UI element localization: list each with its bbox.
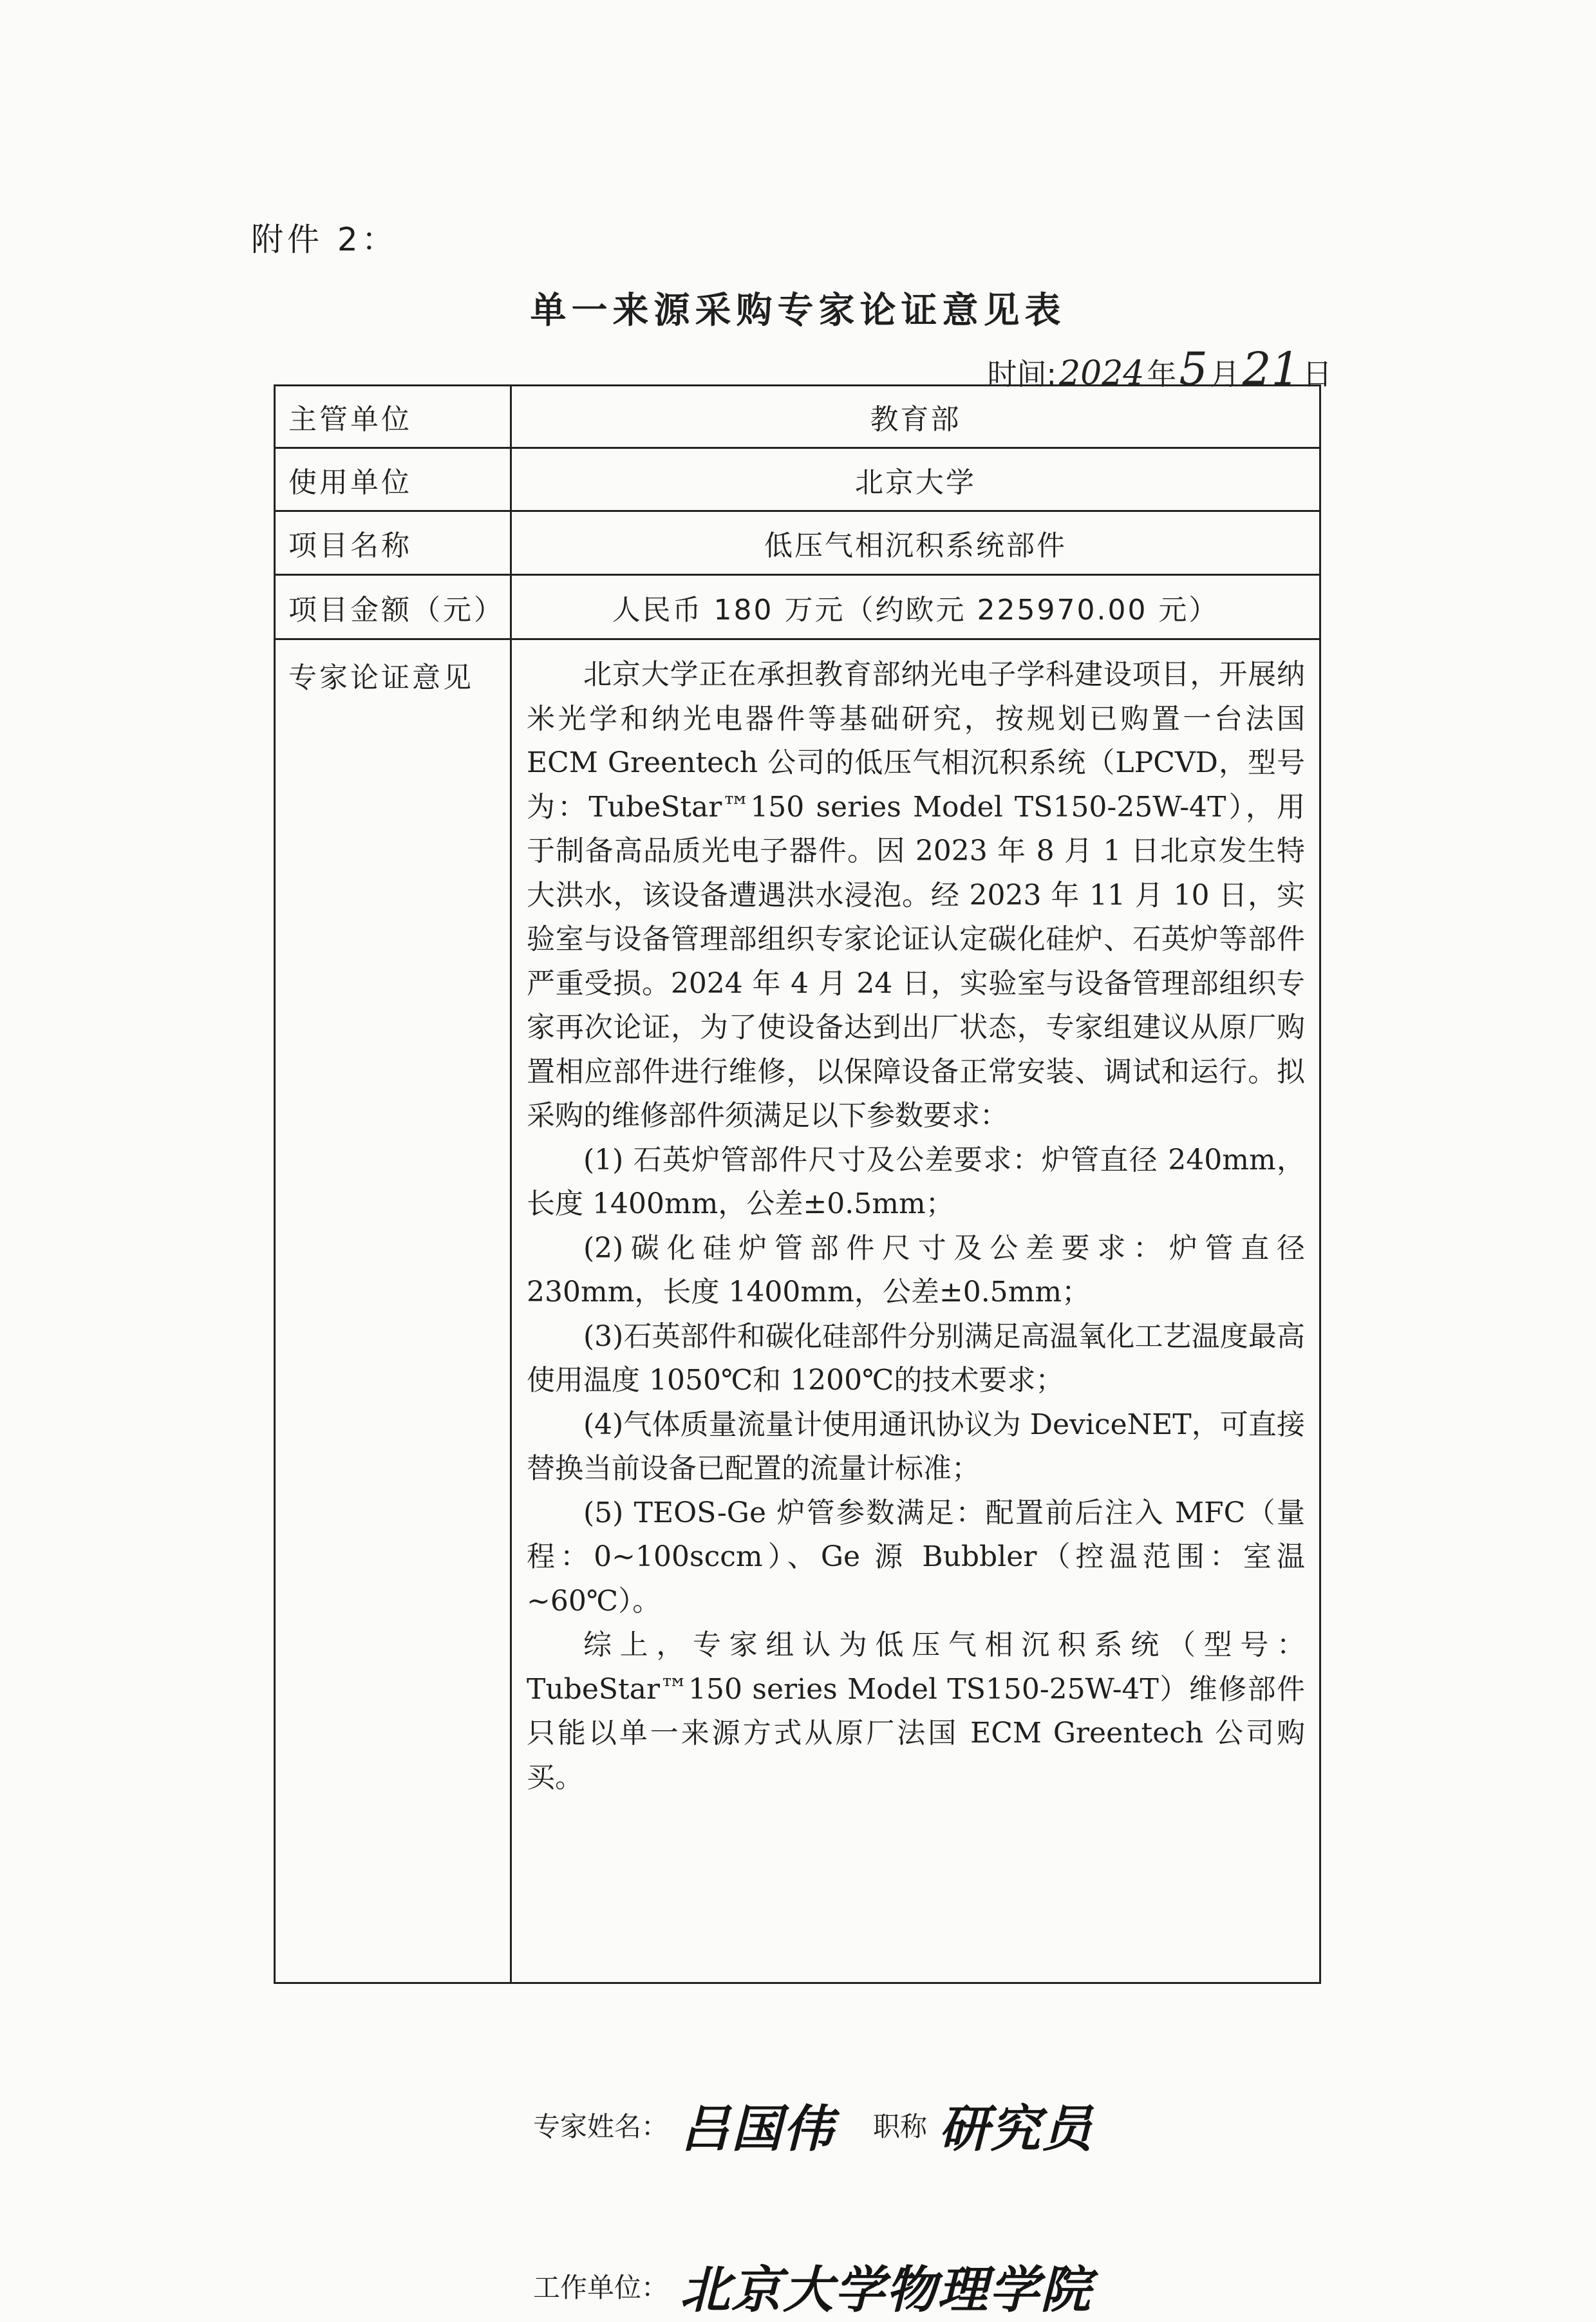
expert-title-signature: 研究员 — [939, 2100, 1094, 2158]
expert-title-label: 职称 — [873, 2111, 928, 2142]
opinion-label: 专家论证意见 — [276, 640, 512, 1982]
expert-name-label: 专家姓名： — [533, 2111, 669, 2142]
opinion-paragraph: (5) TEOS-Ge 炉管参数满足：配置前后注入 MFC（量程：0~100sccm）、Ge 源 Bubbler（控温范围：室温~60℃）。 — [527, 1496, 1305, 1618]
expert-unit-line — [533, 2250, 1293, 2322]
opinion-paragraph: 综上，专家组认为低压气相沉积系统（型号：TubeStar™150 series Model TS150-25W-4T）维修部件只能以单一来源方式从原厂法国 ECM Greentech 公司购买。 — [527, 1628, 1305, 1794]
expert-name-signature: 吕国伟 — [680, 2100, 835, 2158]
row-value: 北京大学 — [855, 466, 976, 499]
expert-unit-label: 工作单位： — [533, 2272, 669, 2303]
opinion-paragraph: (3)石英部件和碳化硅部件分别满足高温氧化工艺温度最高使用温度 1050℃和 1200℃的技术要求； — [527, 1319, 1305, 1397]
expert-unit-signature: 北京大学物理学院 — [680, 2261, 1093, 2319]
attachment-label: 附件 2： — [251, 221, 398, 258]
date-year-unit: 年 — [1147, 357, 1177, 392]
opinion-paragraph: 北京大学正在承担教育部纳光电子学科建设项目，开展纳米光学和纳光电器件等基础研究，按规划已购置一台法国 ECM Greentech 公司的低压气相沉积系统（LPCVD，型号为：TubeStar™150 series Model TS150-25W-4T），用于制备高品质光电子器件。因 2023 年 8 月 1 日北京发生特大洪水，该设备遭遇洪水浸泡。经 2023 年 11 月 10 日，实验室与设备管理部组织专家论证认定碳化硅炉、石英炉等部件严重受损。2024 年 4 月 24 日，实验室与设备管理部组织专家再次论证，为了使设备达到出厂状态，专家组建议从原厂购置相应部件进行维修，以保障设备正常安装、调试和运行。拟采购的维修部件须满足以下参数要求： — [527, 658, 1305, 1132]
row-value: 低压气相沉积系统部件 — [764, 529, 1067, 562]
table-row-user-unit — [276, 449, 1319, 512]
row-label: 主管单位 — [276, 386, 512, 447]
date-year: 2024 — [1059, 354, 1145, 393]
row-value: 人民币 180 万元（约欧元 225970.00 元） — [612, 593, 1219, 627]
expert-name-line — [533, 2089, 1293, 2161]
date-day-unit: 日 — [1302, 357, 1332, 392]
date-month-unit: 月 — [1210, 357, 1240, 392]
row-value: 教育部 — [870, 403, 961, 436]
document-title: 单一来源采购专家论证意见表 — [530, 290, 1066, 332]
table-row-project-amount — [276, 576, 1319, 640]
date-label: 时间: — [987, 357, 1057, 392]
row-label: 项目名称 — [276, 512, 512, 574]
opinion-paragraph: (4)气体质量流量计使用通讯协议为 DeviceNET，可直接替换当前设备已配置的流量计标准； — [527, 1408, 1305, 1485]
table-row-project-name — [276, 512, 1319, 576]
opinion-paragraph: (1) 石英炉管部件尺寸及公差要求：炉管直径 240mm，长度 1400mm，公差±0.5mm； — [527, 1143, 1305, 1220]
opinion-form-table — [274, 384, 1321, 2319]
row-label: 项目金额（元） — [276, 576, 512, 638]
date-month: 5 — [1179, 343, 1208, 395]
table-row-expert-opinion — [276, 640, 1319, 2319]
table-row-supervisor — [276, 386, 1319, 449]
opinion-text — [527, 653, 1305, 1800]
opinion-paragraph: (2)碳化硅炉管部件尺寸及公差要求：炉管直径 230mm，长度 1400mm，公差±0.5mm； — [527, 1231, 1305, 1308]
row-label: 使用单位 — [276, 449, 512, 510]
date-day: 21 — [1242, 343, 1300, 395]
